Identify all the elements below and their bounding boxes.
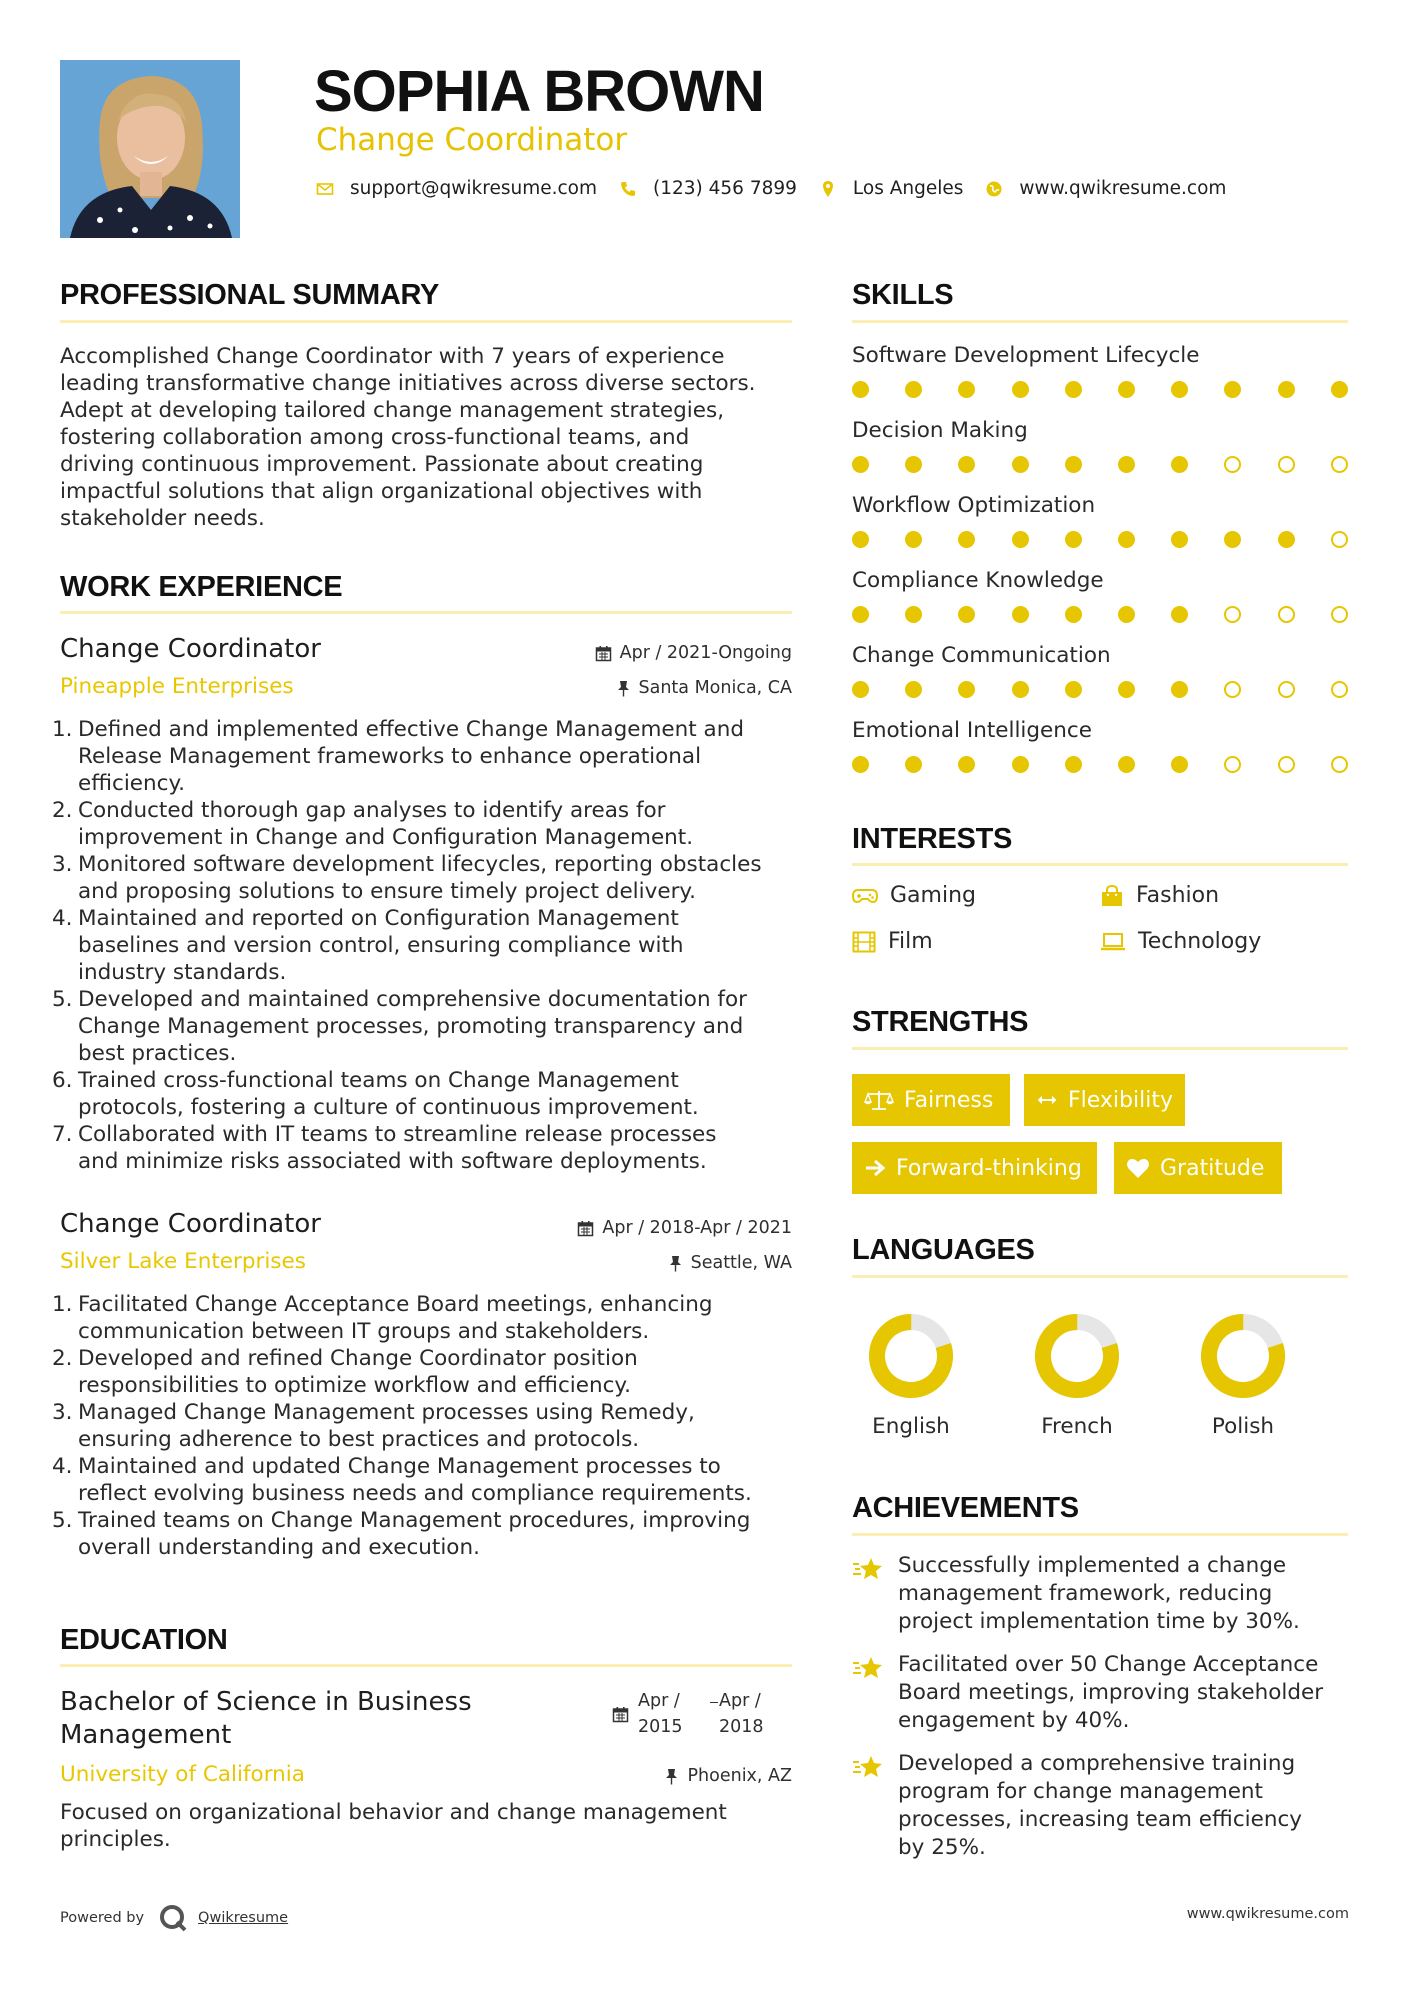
duty-item [52,1121,797,1175]
skills-divider [852,320,1348,323]
language-ring [1198,1311,1288,1405]
skill-dot-filled [1065,681,1082,698]
summary-line: impactful solutions that align organizational objectives with [60,479,703,504]
skill-dot-filled [1278,531,1295,548]
duty-line: Trained cross-functional teams on Change Management [78,1068,679,1093]
achievement-text [898,1651,1323,1735]
arrow-right-icon [864,1159,886,1177]
edu-start-year: 2015 [638,1717,683,1737]
strength-label: Gratitude [1160,1155,1265,1181]
strength-tag-fairness [852,1074,1010,1126]
balance-scale-icon [864,1089,894,1111]
achievement-line: engagement by 40%. [898,1708,1130,1733]
skill-dot-filled [1065,456,1082,473]
skill-dot-filled [852,756,869,773]
duty-line: protocols, fostering a culture of continuous improvement. [78,1095,699,1120]
calendar-icon [595,645,612,662]
duty-number: 6. [52,1068,73,1093]
degree-line: Bachelor of Science in Business [60,1687,472,1717]
interest-fashion [1100,883,1219,908]
skill-dot-filled [1224,531,1241,548]
skill-dot-filled [1012,606,1029,623]
school-name: University of California [60,1762,305,1787]
duty-line: Monitored software development lifecycles, reporting obstacles [78,852,762,877]
pushpin-icon [616,680,631,697]
duty-number: 4. [52,1454,73,1479]
achievement-item [852,1552,1352,1636]
location-text: Los Angeles [852,178,964,199]
duty-line: reflect evolving business needs and compliance requirements. [78,1481,752,1506]
skill-name: Workflow Optimization [852,493,1096,518]
phone-text: (123) 456 7899 [653,178,797,199]
duty-line: improvement in Change and Configuration Management. [78,825,694,850]
duty-number: 1. [52,717,73,742]
language-ring [1032,1311,1122,1405]
heart-icon [1126,1157,1150,1179]
duty-number: 3. [52,852,73,877]
education-location [480,1766,792,1786]
language-ring-fill [1034,1313,1120,1399]
skill-dot-empty [1278,756,1295,773]
duty-line: Facilitated Change Acceptance Board meetings, enhancing [78,1292,713,1317]
duty-line: Conducted thorough gap analyses to identify areas for [78,798,666,823]
skill-dot-filled [1224,381,1241,398]
powered-by-label: Powered by [60,1910,145,1926]
calendar-icon [577,1220,594,1237]
job-dates [480,1218,792,1238]
languages-divider [852,1275,1348,1278]
pushpin-icon [664,1768,679,1785]
duty-item [52,851,797,905]
achievement-item [852,1750,1352,1862]
education-description [60,1799,792,1853]
achievement-line: Developed a comprehensive training [898,1751,1296,1776]
skill-dot-filled [1118,681,1135,698]
achievement-item [852,1651,1352,1735]
arrows-horizontal-icon [1036,1092,1058,1108]
skill-dot-filled [1171,606,1188,623]
degree-line: Management [60,1720,232,1750]
languages-heading: LANGUAGES [852,1234,1035,1266]
shopping-bag-icon [1100,885,1124,907]
candidate-name: SOPHIA BROWN [314,59,764,124]
skill-dot-empty [1331,756,1348,773]
job-location-text: Seattle, WA [690,1253,792,1273]
job-dates-text: Apr / 2021-Ongoing [619,643,792,663]
interest-gaming [852,883,976,908]
skill-dot-empty [1224,756,1241,773]
skill-dot-empty [1278,606,1295,623]
date-separator [710,1702,718,1703]
website-text: www.qwikresume.com [1019,178,1227,199]
duty-number: 3. [52,1400,73,1425]
skill-dot-empty [1224,456,1241,473]
skill-dot-filled [1278,381,1295,398]
achievements-heading: ACHIEVEMENTS [852,1492,1079,1524]
skill-dot-filled [1171,531,1188,548]
skill-name: Software Development Lifecycle [852,343,1200,368]
interest-label: Fashion [1136,883,1220,908]
summary-text [60,343,792,532]
duty-line: industry standards. [78,960,287,985]
skill-dot-filled [1171,756,1188,773]
achievement-line: by 25%. [898,1835,986,1860]
job-dates [480,643,792,663]
duty-number: 2. [52,1346,73,1371]
education-location-text: Phoenix, AZ [687,1766,792,1786]
duty-line: baselines and version control, ensuring compliance with [78,933,684,958]
skill-dot-filled [958,681,975,698]
interest-label: Film [888,929,933,954]
interests-heading: INTERESTS [852,823,1013,855]
achievement-text [898,1750,1302,1862]
edu-end-month: Apr / [719,1691,761,1711]
strengths-heading: STRENGTHS [852,1006,1029,1038]
duty-line: Developed and maintained comprehensive documentation for [78,987,747,1012]
duty-line: and proposing solutions to ensure timely project delivery. [78,879,696,904]
duty-item [52,1507,797,1561]
skills-heading: SKILLS [852,279,954,311]
skill-dot-filled [958,381,975,398]
job-location [480,678,792,698]
education-divider [60,1664,792,1667]
skill-dot-filled [1331,381,1348,398]
duty-number: 4. [52,906,73,931]
interest-label: Technology [1138,929,1262,954]
achievements-divider [852,1533,1348,1536]
duty-line: Managed Change Management processes using Remedy, [78,1400,695,1425]
skill-dot-filled [1065,531,1082,548]
duty-number: 1. [52,1292,73,1317]
skill-rating [852,679,1348,699]
achievement-line: Successfully implemented a change [898,1553,1287,1578]
skill-dot-filled [958,606,975,623]
job-title: Change Coordinator [60,1209,321,1239]
language-ring-fill [868,1313,954,1399]
summary-line: Adept at developing tailored change management strategies, [60,398,725,423]
strength-label: Forward-thinking [896,1155,1082,1181]
duty-line: overall understanding and execution. [78,1535,480,1560]
profile-photo [60,60,240,238]
duty-item [52,1345,797,1399]
achievement-line: Board meetings, improving stakeholder [898,1680,1324,1705]
duty-line: ensuring adherence to best practices and protocols. [78,1427,640,1452]
job-location [480,1253,792,1273]
envelope-icon [316,180,334,198]
interest-label: Gaming [890,883,976,908]
duty-item [52,986,797,1067]
summary-line: fostering collaboration among cross-functional teams, and [60,425,690,450]
duty-item [52,716,797,797]
education-heading: EDUCATION [60,1624,228,1656]
skill-dot-filled [1012,681,1029,698]
strength-tag-gratitude [1114,1142,1282,1194]
job-title: Change Coordinator [60,634,321,664]
skill-dot-filled [1012,531,1029,548]
language-label: French [1041,1414,1113,1439]
strength-tag-forward-thinking [852,1142,1097,1194]
skill-dot-filled [1118,456,1135,473]
candidate-title: Change Coordinator [316,122,628,158]
duty-item [52,1453,797,1507]
contact-phone[interactable] [619,178,797,199]
experience-divider [60,611,792,614]
skill-dot-filled [958,756,975,773]
job-duties [52,716,797,1175]
experience-heading: WORK EXPERIENCE [60,571,343,603]
skill-dot-filled [905,606,922,623]
qwikresume-logo-icon [158,1903,188,1933]
skill-dot-empty [1224,606,1241,623]
interest-technology [1100,929,1261,954]
duty-line: Developed and refined Change Coordinator position [78,1346,638,1371]
skill-name: Compliance Knowledge [852,568,1104,593]
duty-line: Defined and implemented effective Change Management and [78,717,744,742]
skill-name: Decision Making [852,418,1028,443]
summary-line: Accomplished Change Coordinator with 7 years of experience [60,344,725,369]
language-label: English [872,1414,950,1439]
duty-line: efficiency. [78,771,185,796]
skill-dot-filled [852,381,869,398]
skill-rating [852,529,1348,549]
strength-label: Flexibility [1068,1087,1173,1113]
duty-line: Collaborated with IT teams to streamline release processes [78,1122,717,1147]
skill-dot-filled [1012,381,1029,398]
language-ring-fill [1200,1313,1286,1399]
duty-line: and minimize risks associated with software deployments. [78,1149,707,1174]
skill-dot-empty [1278,456,1295,473]
skill-dot-filled [1118,531,1135,548]
interests-divider [852,863,1348,866]
job-dates-text: Apr / 2018-Apr / 2021 [602,1218,792,1238]
achievement-line: processes, increasing team efficiency [898,1807,1303,1832]
skill-dot-filled [1065,381,1082,398]
skill-dot-filled [958,531,975,548]
skill-dot-filled [905,756,922,773]
skill-dot-filled [905,531,922,548]
achievement-line: management framework, reducing [898,1581,1273,1606]
duty-item [52,905,797,986]
contact-location [819,178,964,199]
duty-line: Maintained and reported on Configuration Management [78,906,679,931]
job-location-text: Santa Monica, CA [638,678,792,698]
duty-number: 5. [52,1508,73,1533]
skill-dot-empty [1331,456,1348,473]
gamepad-icon [852,887,878,905]
map-pin-icon [819,180,837,198]
language-label: Polish [1211,1414,1275,1439]
skill-dot-filled [852,456,869,473]
footer-powered-by [60,1903,288,1933]
skill-dot-filled [1118,756,1135,773]
skill-dot-filled [905,681,922,698]
skill-dot-filled [958,456,975,473]
duty-item [52,1067,797,1121]
company-name: Pineapple Enterprises [60,674,294,699]
summary-heading: PROFESSIONAL SUMMARY [60,279,440,311]
duty-item [52,1399,797,1453]
star-award-icon [852,1554,886,1584]
skill-dot-filled [905,456,922,473]
summary-line: stakeholder needs. [60,506,265,531]
achievement-line: program for change management [898,1779,1263,1804]
skill-dot-filled [1171,381,1188,398]
skill-name: Change Communication [852,643,1111,668]
qwikresume-link[interactable]: Qwikresume [198,1910,289,1926]
duty-number: 2. [52,798,73,823]
pushpin-icon [668,1255,683,1272]
strength-tag-flexibility [1024,1074,1185,1126]
film-icon [852,931,876,953]
contact-bar [316,178,1248,199]
duty-line: Change Management processes, promoting transparency and [78,1014,744,1039]
skill-dot-empty [1331,531,1348,548]
skill-name: Emotional Intelligence [852,718,1092,743]
skill-dot-filled [1012,756,1029,773]
job-duties [52,1291,797,1561]
summary-divider [60,320,792,323]
achievement-line: Facilitated over 50 Change Acceptance [898,1652,1319,1677]
skill-dot-filled [852,531,869,548]
star-award-icon [852,1752,886,1782]
skill-dot-filled [1118,381,1135,398]
skill-rating [852,379,1348,399]
skill-dot-empty [1278,681,1295,698]
edu-start-month: Apr / [638,1691,680,1711]
phone-icon [619,180,637,198]
strengths-divider [852,1047,1348,1050]
duty-line: communication between IT groups and stakeholders. [78,1319,650,1344]
duty-line: Trained teams on Change Management procedures, improving [78,1508,751,1533]
achievement-text [898,1552,1300,1636]
skill-rating [852,454,1348,474]
language-ring [866,1311,956,1405]
skill-dot-empty [1224,681,1241,698]
skill-dot-empty [1331,681,1348,698]
star-award-icon [852,1653,886,1683]
skill-dot-filled [852,681,869,698]
duty-number: 5. [52,987,73,1012]
globe-icon [985,180,1003,198]
skill-dot-filled [1171,681,1188,698]
contact-email[interactable] [316,178,597,199]
duty-line: Release Management frameworks to enhance operational [78,744,702,769]
duty-line: responsibilities to optimize workflow and efficiency. [78,1373,631,1398]
duty-line: best practices. [78,1041,237,1066]
interest-film [852,929,933,954]
skill-dot-filled [1012,456,1029,473]
education-desc-line: Focused on organizational behavior and change management [60,1800,727,1825]
achievement-line: project implementation time by 30%. [898,1609,1300,1634]
edu-end-year: 2018 [719,1717,764,1737]
strength-label: Fairness [904,1087,994,1113]
summary-line: leading transformative change initiatives across diverse sectors. [60,371,756,396]
skill-dot-filled [1065,606,1082,623]
email-text: support@qwikresume.com [350,178,597,199]
skill-rating [852,754,1348,774]
degree-title [60,1686,472,1752]
skill-dot-filled [1118,606,1135,623]
duty-item [52,1291,797,1345]
calendar-icon [612,1706,629,1723]
company-name: Silver Lake Enterprises [60,1249,306,1274]
duty-number: 7. [52,1122,73,1147]
skill-dot-filled [905,381,922,398]
duty-item [52,797,797,851]
contact-website[interactable] [985,178,1226,199]
skill-dot-filled [852,606,869,623]
laptop-icon [1100,932,1126,952]
skill-dot-filled [1171,456,1188,473]
skill-rating [852,604,1348,624]
duty-line: Maintained and updated Change Management processes to [78,1454,721,1479]
skill-dot-filled [1065,756,1082,773]
education-desc-line: principles. [60,1827,171,1852]
footer-site[interactable]: www.qwikresume.com [1186,1906,1349,1922]
summary-line: driving continuous improvement. Passionate about creating [60,452,704,477]
skill-dot-empty [1331,606,1348,623]
